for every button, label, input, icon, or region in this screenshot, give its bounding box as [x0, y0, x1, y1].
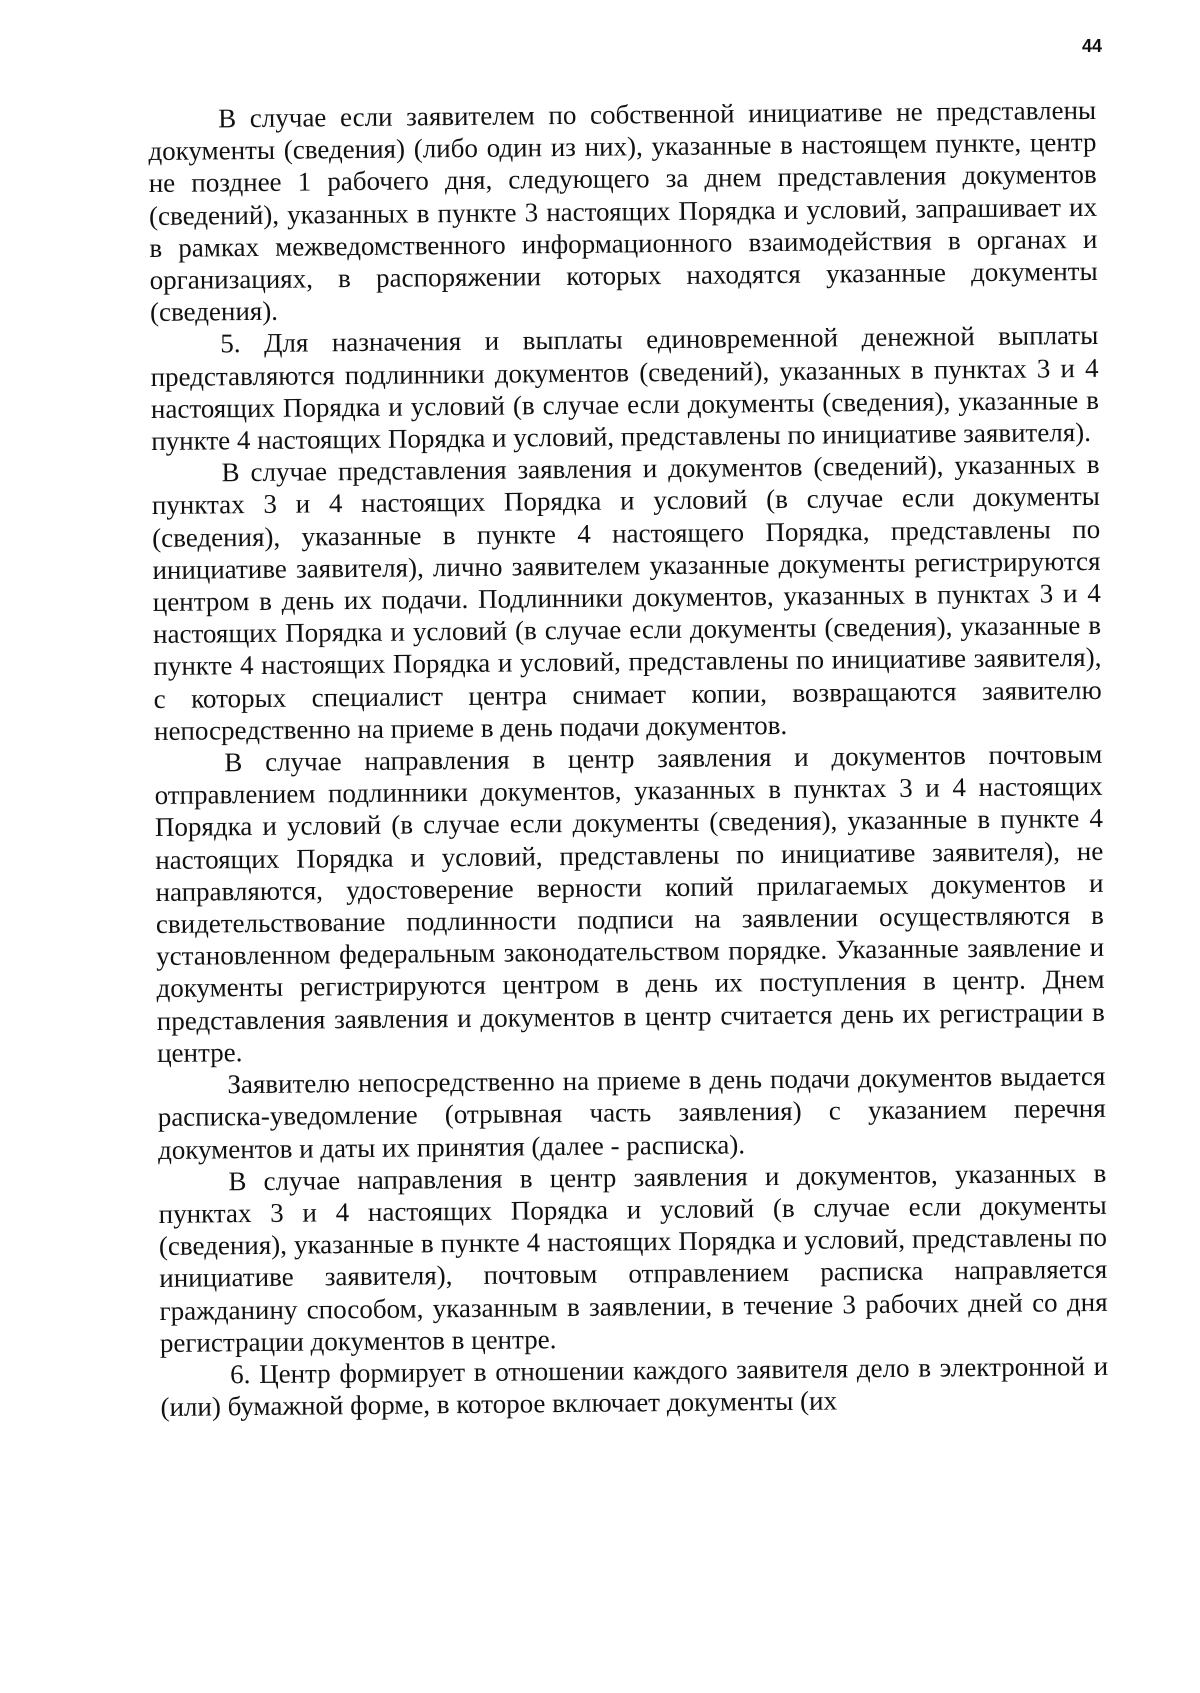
paragraph-personal-submission: В случае представления заявления и документов (сведений), указанных в пунктах 3 и 4 настоящих Порядка и условий (в случае если документы (сведения), указанные в пункте 4 настоящего Порядка, представлены по инициативе заявителя), лично заявителем указанные документы регистрируются центром в день их подачи. Подлинники документов, указанных в пунктах 3 и 4 настоящих Порядка и условий (в случае если документы (сведения), указанные в пункте 4 настоящих Порядка и условий, представлены по инициативе заявителя), с которых специалист центра снимает копии, возвращаются заявителю непосредственно на приеме в день подачи документов.	[151, 449, 1102, 746]
paragraph-missing-documents-request: В случае если заявителем по собственной инициативе не представлены документы (сведения) (либо один из них), указанные в настоящем пункте, центр не позднее 1 рабочего дня, следующего за днем представления документов (сведений), указанных в пункте 3 настоящих Порядка и условий, запрашивает их в рамках межведомственного информационного взаимодействия в органах и организациях, в распоряжении которых находятся указанные документы (сведения).	[148, 94, 1098, 328]
paragraph-postal-submission: В случае направления в центр заявления и документов почтовым отправлением подлинники документов, указанных в пунктах 3 и 4 настоящих Порядка и условий (в случае если документы (сведения), указанные в пункте 4 настоящих Порядка и условий, представлены по инициативе заявителя), не направляются, удостоверение верности копий прилагаемых документов и свидетельствование подлинности подписи на заявлении осуществляются в установленном федеральным законодательством порядке. Указанные заявление и документы регистрируются центром в день их поступления в центр. Днем представления заявления и документов в центр считается день их регистрации в центре.	[154, 738, 1105, 1068]
document-body	[148, 94, 1109, 1423]
paragraph-receipt-notice: Заявителю непосредственно на приеме в день подачи документов выдается расписка-уведомление (отрывная часть заявления) с указанием перечня документов и даты их принятия (далее - расписка).	[157, 1060, 1106, 1165]
paragraph-item-6-case-file: 6. Центр формирует в отношении каждого заявителя дело в электронной и (или) бумажной форме, в которое включает документы (их	[160, 1350, 1109, 1423]
paragraph-receipt-by-post: В случае направления в центр заявления и документов, указанных в пунктах 3 и 4 настоящих Порядка и условий (в случае если документы (сведения), указанные в пункте 4 настоящих Порядка и условий, представлены по инициативе заявителя), почтовым отправлением расписка направляется гражданину способом, указанным в заявлении, в течение 3 рабочих дней со дня регистрации документов в центре.	[158, 1157, 1108, 1358]
page-number: 44	[1081, 36, 1102, 56]
paragraph-item-5-originals: 5. Для назначения и выплаты единовременной денежной выплаты представляются подлинники документов (сведений), указанных в пунктах 3 и 4 настоящих Порядка и условий (в случае если документы (сведения), указанные в пункте 4 настоящих Порядка и условий, представлены по инициативе заявителя).	[150, 320, 1100, 457]
